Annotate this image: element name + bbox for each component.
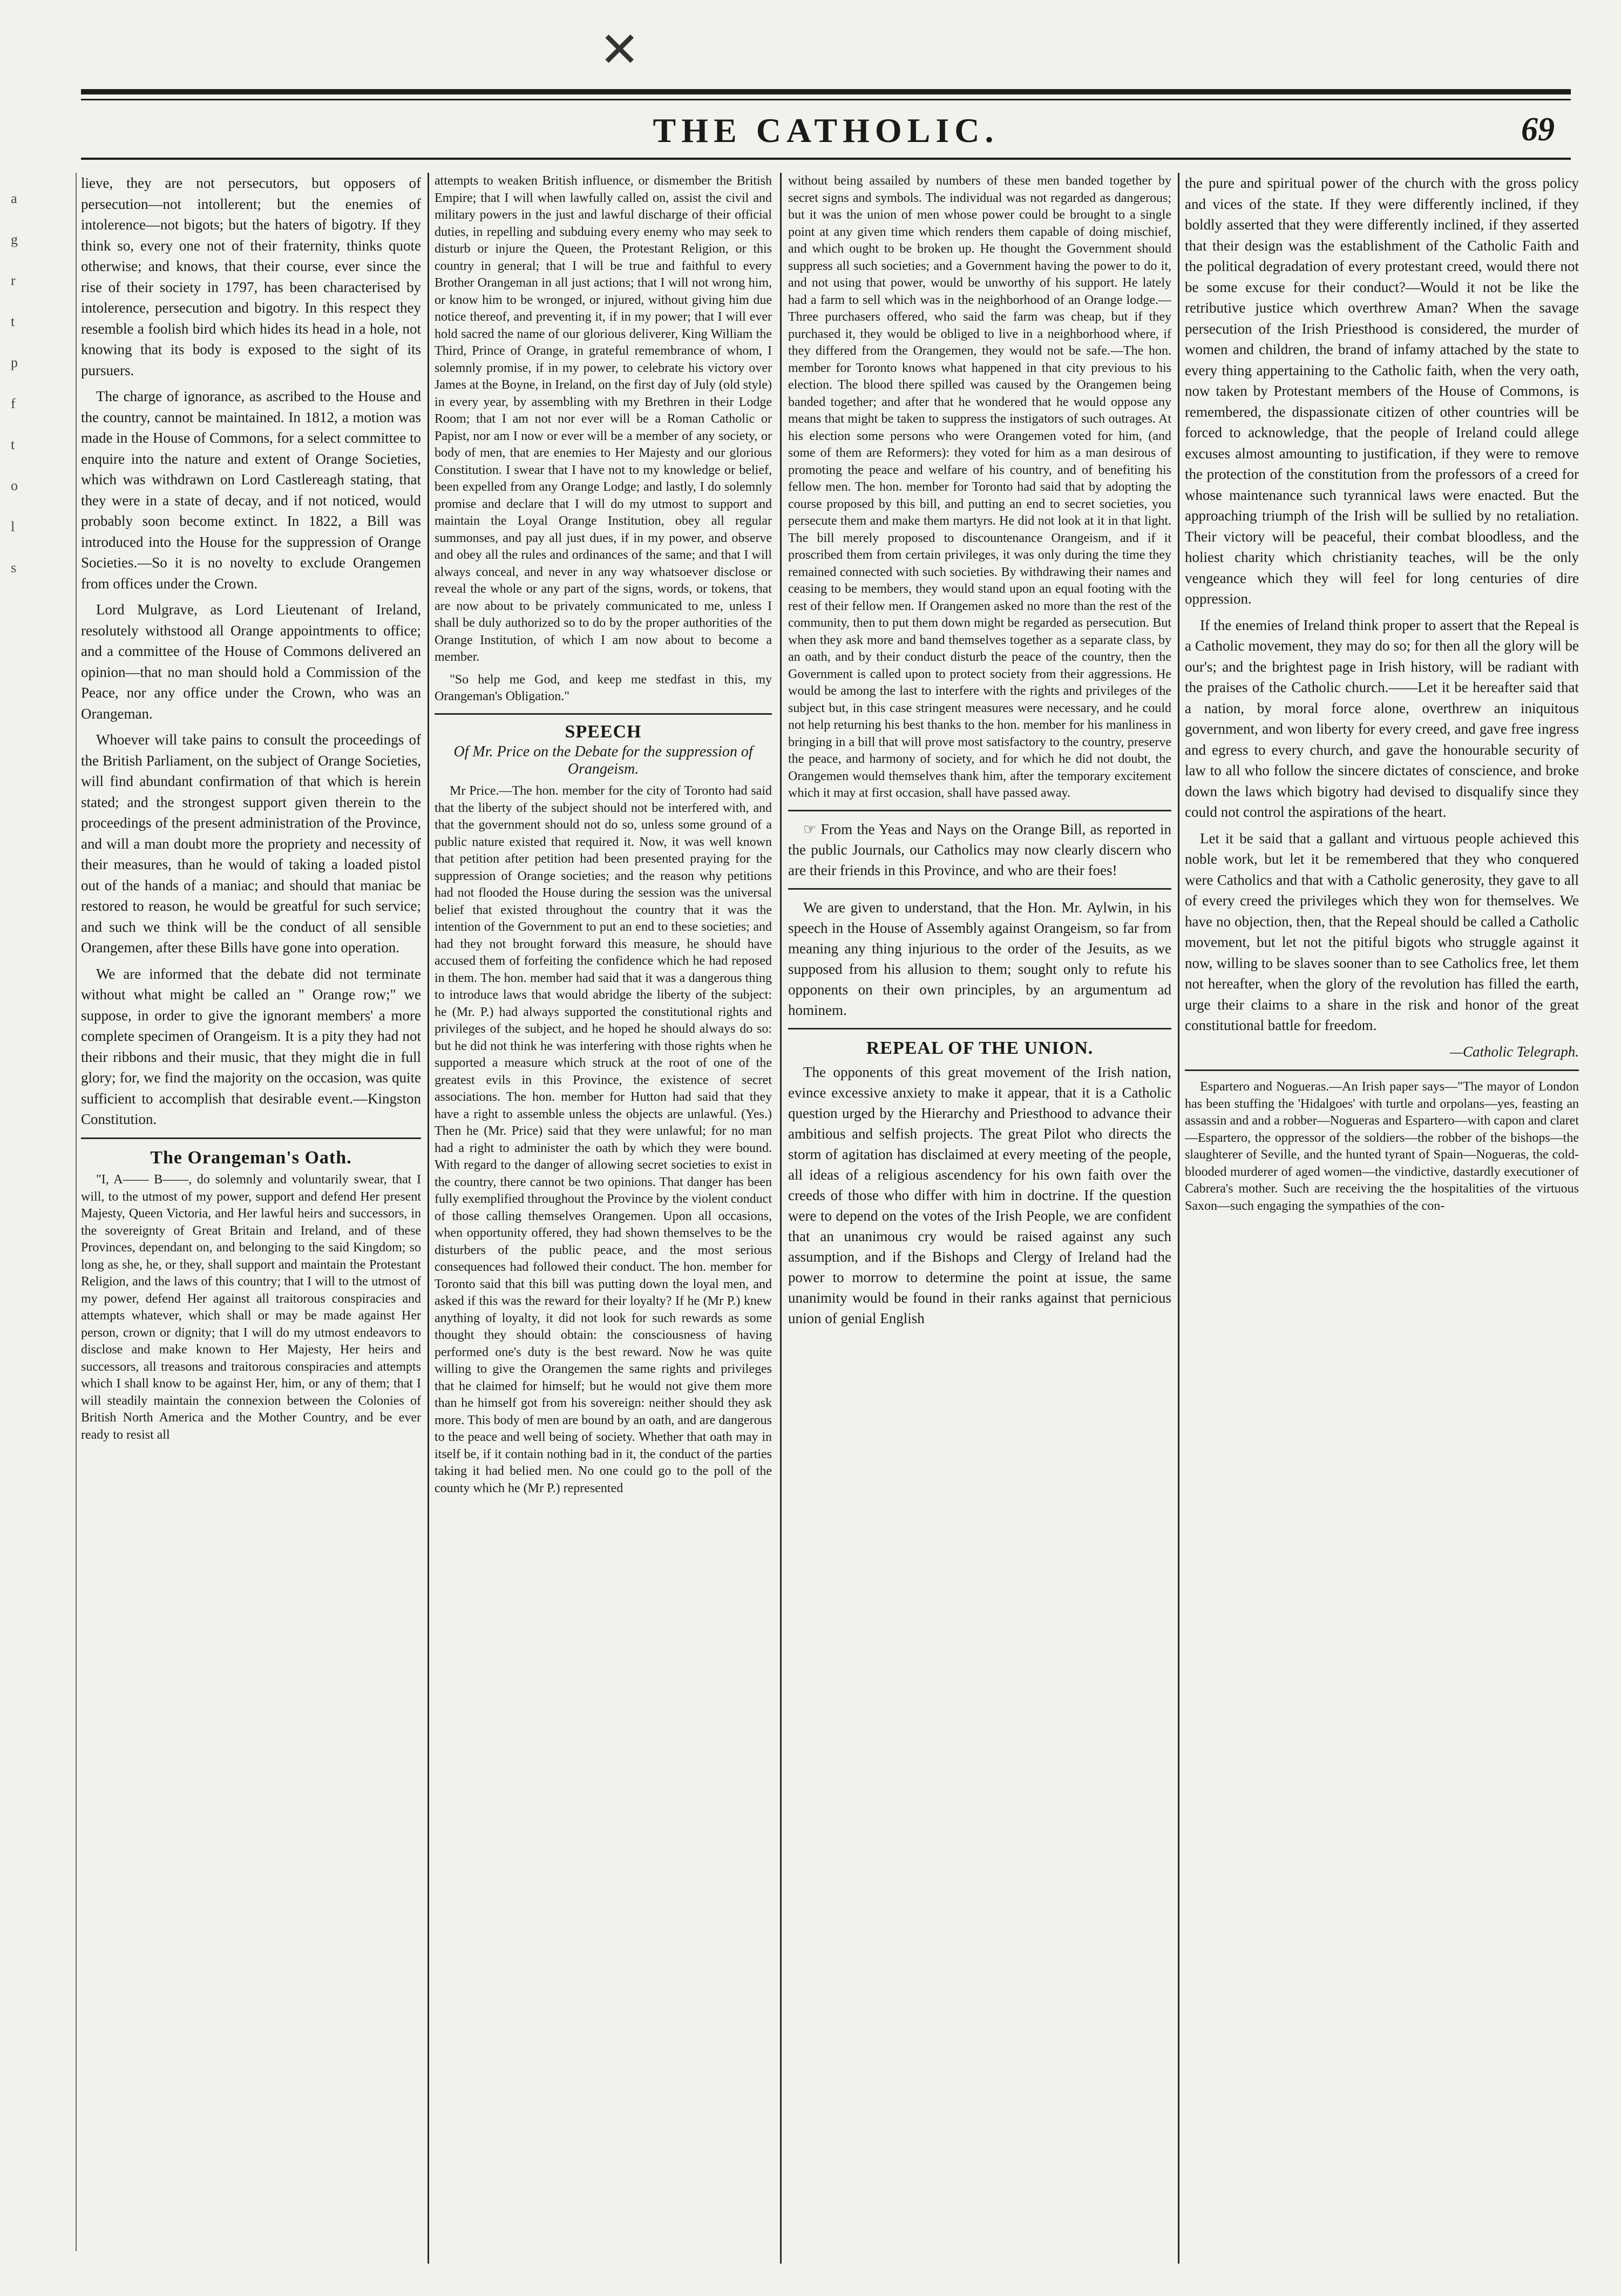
oath-continued: attempts to weaken British influence, or dismember the British Empire; that I will when lawfully called on, assist the civil and military powers in the just and lawful discharge of their official duties, in repelling and subduing every enemy who may seek to disturb or injure the Queen, the Protestant Religion, or this country in general; that I will be true and faithful to every Brother Orangeman in all just actions; that I will not wrong him, or know him to be wronged, or injured, without giving him due notice thereof, and preventing it, if in my power; that I will ever hold sacred the name of our glorious deliverer, King William the Third, Prince of Orange, in grateful remembrance of whom, I solemnly promise, if in my power, to celebrate his victory over James at the Boyne, in Ireland, on the first day of July (old style) in every year, by assembling with my Brethren in their Lodge Room; that I am not nor ever will be a Roman Catholic or Papist, nor am I now or ever will be a member of any society, or body of men, that are enemies to Her Majesty and our glorious Constitution. I swear that I have not to my knowledge or belief, been expelled from any Orange Lodge; and lastly, I do solemnly promise and declare that I will do my utmost to support and maintain the Loyal Orange Institution, obey all regular summonses, and pay all just dues, if in my power, and observe and obey all the rules and ordinances of the same; and that I will always conceal, and never in any way whatsoever disclose or reveal the whole or any part of the signs, words, or tokens, that are now about to be privately communicated to me, unless I shall be duly authorized so to do by the proper authorities of the Orange Institution, of which I am now about to become a member. bbox=[435, 174, 772, 664]
margin-letter: l bbox=[11, 519, 15, 534]
page-number: 69 bbox=[1521, 111, 1555, 148]
margin-letter: r bbox=[11, 273, 16, 288]
paragraph: Let it be said that a gallant and virtuous people achieved this noble work, but let it be remembered that they who conquered were Catholics and that with a Catholic generosity, they gave to all of every creed the privileges which they won for themselves. We have no objection, then, that the Repeal should be called a Catholic movement, but let not the pitiful bigots who struggle against it now, willing to be slaves sooner than to see Catholics free, let them not hereafter, when the glory of the revolution has filled the earth, urge their claims to a share in the risk and honor of the great constitutional battle for freedom. bbox=[1185, 830, 1579, 1033]
section-rule bbox=[788, 888, 1171, 890]
margin-letter: p bbox=[11, 355, 18, 370]
handwritten-mark: ✕ bbox=[599, 24, 640, 77]
column-3 bbox=[788, 173, 1171, 2264]
aylwin-notice: We are given to understand, that the Hon. Mr. Aylwin, in his speech in the House of Assembly against Orangeism, so far from meaning any thing injurious to the order of the Jesuits, as we supposed from his allusion to them; sought only to refute his opponents on their own principles, by an argumentum ad hominem. bbox=[788, 899, 1171, 1018]
oath-close: "So help me God, and keep me stedfast in this, my Orangeman's Obligation." bbox=[435, 672, 772, 703]
section-rule bbox=[788, 1028, 1171, 1030]
paragraph: Lord Mulgrave, as Lord Lieutenant of Ireland, resolutely withstood all Orange appointments to office; and a committee of the House of Commons delivered an opinion—that no man should hold a Commission of the Peace, nor any office under the Crown, who was an Orangeman. bbox=[81, 601, 421, 722]
column-separator bbox=[1178, 173, 1179, 2264]
binding-edge bbox=[76, 173, 77, 2251]
margin-letter: o bbox=[11, 478, 18, 493]
margin-letter: s bbox=[11, 560, 17, 575]
yeas-nays-notice: ☞ From the Yeas and Nays on the Orange Bill, as reported in the public Journals, our Catholics may now clearly discern who are their friends in this Province, and who are their foes! bbox=[788, 821, 1171, 878]
paragraph: The charge of ignorance, as ascribed to the House and the country, cannot be maintained. In 1812, a motion was made in the House of Commons, for a select committee to enquire into the nature and extent of Orange Societies, which was withdrawn on Lord Castlereagh stating, that they were in a state of decay, and if not noticed, would probably soon become extinct. In 1822, a Bill was introduced into the House for the suppression of Orange Societies.—So it is no novelty to exclude Orangemen from offices under the Crown. bbox=[81, 388, 421, 592]
repeal-text: The opponents of this great movement of the Irish nation, evince excessive anxiety to make it appear, that it is a Catholic question urged by the Hierarchy and Priesthood to advance their ambitious and selfish projects. The great Pilot who directs the storm of agitation has disclaimed at every meeting of the people, all ideas of a religious ascendency for his own faith over the creeds of those who differ with him in doctrine. If the question were to depend on the votes of the Irish People, we are confident that an unanimous cry would be raised against any such assumption, and if the Bishops and Clergy of Ireland had the power to morrow to determine the point at issue, the same unanimity would be found in their ranks against that pernicious union of genial English bbox=[788, 1064, 1171, 1326]
top-rule bbox=[81, 89, 1571, 94]
margin-letter: f bbox=[11, 396, 16, 411]
section-rule bbox=[435, 713, 772, 715]
column-1 bbox=[81, 173, 421, 2264]
section-rule bbox=[788, 810, 1171, 811]
header-rule bbox=[81, 158, 1571, 160]
speech-heading: SPEECH bbox=[565, 721, 642, 742]
top-rule-thin bbox=[81, 99, 1571, 100]
oath-text: "I, A—— B——, do solemnly and voluntarily swear, that I will, to the utmost of my power, support and defend Her present Majesty, Queen Victoria, and Her lawful heirs and successors, in the sovereignty of Great Britain and Ireland, and of these Provinces, dependant on, and belonging to the said Kingdom; so long as she, he, or they, shall support and maintain the Protestant Religion, and the laws of this country; that I will to the utmost of my power, defend Her against all traitorous conspiracies and attempts whatever, which shall or may be made against Her person, crown or dignity; that I will do my utmost endeavors to disclose and make known to Her Majesty, Her heirs and successors, all treasons and traitorous conspiracies and attempts which I shall know to be against Her, him, or any of them; that I will steadily maintain the connexion between the Colonies of British North America and the Mother Country, and be ever ready to resist all bbox=[81, 1173, 421, 1442]
speech-subheading: Of Mr. Price on the Debate for the suppression of Orangeism. bbox=[453, 743, 753, 777]
margin-letter: g bbox=[11, 232, 18, 247]
column-separator bbox=[428, 173, 429, 2264]
paragraph: lieve, they are not persecutors, but opposers of persecution—not intollerent; but the enemies of intolerence—not bigots; but the haters of bigotry. If they think so, every one not of their fraternity, thinks quote otherwise; and knows, that their course, ever since the rise of their society in 1797, has been characterised by intolerence, persecution and bigotry. In this respect they resemble a foolish bird which hides its head in a hole, not knowing that its body is exposed to the sight of its pursuers. bbox=[81, 175, 421, 378]
paragraph: If the enemies of Ireland think proper to assert that the Repeal is a Catholic movement, they may do so; for then all the glory will be our's; and the brightest page in Irish history, will be radiant with the praises of the Catholic church.——Let it be hereafter said that a nation, by moral force alone, overthrew an iniquitous government, and won liberty for every creed, and gave free ingress and egress to every church, and gave the honourable security of law to all who follow the sincere dictates of conscience, and broke down the laws which bigotry had devised to disqualify since they could not control the aspirations of the heart. bbox=[1185, 617, 1579, 820]
margin-letter: t bbox=[11, 437, 15, 452]
section-rule bbox=[81, 1137, 421, 1139]
column-2 bbox=[435, 173, 772, 2264]
section-rule bbox=[1185, 1069, 1579, 1071]
repeal-heading: REPEAL OF THE UNION. bbox=[866, 1038, 1094, 1058]
speech-continued: without being assailed by numbers of these men banded together by secret signs and symbols. The individual was not regarded as dangerous; but it was the union of men whose power could be brought to a single point at any given time which renders them capable of doing mischief, and which ought to be broken up. He thought the Government should suppress all such societies; and a Government having the power to do it, and not using that power, would be unworthy of his support. He lately had a farm to sell which was in the neighborhood of an Orange lodge.—Three purchasers offered, who said the farm was cheap, but if they purchased it, they would be obliged to live in a neighborhood where, if they differed from the Orangemen, they would not be safe.—The hon. member for Toronto knows what happened in that city previous to his election. The blood there spilled was caused by the Orangemen being banded together; and after that he wondered that he would oppose any means that might be taken to suppress the instigators of such outrages. At his election some persons who were Orangemen voted for him, (and some of them are Reformers): they voted for him as a man desirous of promoting the peace and welfare of his country, and of benefiting his fellow men. The hon. member for Toronto had said that by adopting the course proposed by this bill, and putting an end to secret societies, you persecute them and make them martyrs. He did not look at it in that light. The bill merely proposed to discountenance Orangeism, and if it proscribed them from certain privileges, it was only during the time they remained connected with such societies. By withdrawing their names and ceasing to be members, they would stand upon an equal footing with the rest of their fellow men. If Orangemen asked no more than the rest of the community, then to put them down might be regarded as persecution. But when they ask more and band themselves together as a separate class, by an oath, and by their conduct disturb the peace of the country, then the Government is called upon to protect society from their aggressions. He would be among the last to interfere with the rights and privileges of the subject but, in this case stringent measures were necessary, and he could not help returning his best thanks to the hon. member for his manliness in bringing in a bill that will prove most satisfactory to the country, preserve the peace, and harmony of society, and for which he did not doubt, the Orangemen would themselves thank him, after the temporary excitement which it may at first occasion, shall have passed away. bbox=[788, 174, 1171, 800]
column-4 bbox=[1185, 173, 1579, 2264]
repeal-continued: the pure and spiritual power of the church with the gross policy and vices of the state. If they were differently inclined, if they boldly asserted that they were differently inclined, if they asserted that their design was the establishment of the Catholic Faith and the political degradation of every protestant creed, would there not be some excuse for their conduct?—Would it not be like the retributive justice which overthrew Aman? When the savage persecution of the Irish Priesthood is considered, the murder of women and children, the brand of infamy attached by the state to every thing appertaining to the Catholic faith, when the very oath, now taken by Protestant members of the House of Commons, is remembered, the dispassionate citizen of other countries will be forced to acknowledge, that the people of Ireland could allege excuses almost amounting to justification, if they were to remove the protection of the constitution from the professors of a creed for whose maintenance such tyrannical laws were enacted. But the approaching triumph of the Irish will be sullied by no retaliation. Their victory will be peaceful, their combat bloodless, and the holiest charity which christianity teaches, will be the only vengeance which they will feel for long centuries of dire oppression. bbox=[1185, 175, 1579, 607]
newspaper-title: THE CATHOLIC. bbox=[653, 111, 999, 150]
speech-text: Mr Price.—The hon. member for the city of Toronto had said that the liberty of the subject should not be interfered with, and that the government should not do so, unless some ground of a public nature existed that required it. Now, it was well known that petition after petition had been presented praying for the suppression of Orange societies; and the reason why petitions had not flooded the House during the session was the universal belief that existed throughout the country that it was the intention of the Government to put an end to these societies; and had they not brought forward this measure, he should have accused them of forfeiting the confidence which he had reposed in them. The hon. member had said that it was a dangerous thing to introduce laws that would abridge the liberty of the subject: he (Mr. P.) had always supported the constitutional rights and privileges of the subject, and he hoped he should always do so: but he did not think he was interfering with those rights when he supported a measure which struck at the root of one of the greatest evils in this Province, the existence of secret associations. The hon. member for Hutton had said that they have a right to assemble unless the objects are unlawful. (Yes.) Then he (Mr. Price) said that they were unlawful; for no man had a right to administer the oath by which they were bound. With regard to the danger of allowing secret societies to exist in the country, there cannot be two opinions. That danger has been fully exemplified throughout the Province by the violent conduct of those calling themselves Orangemen. Upon all occasions, when opportunity offered, they had shown themselves to be the disturbers of the public peace, and the most serious consequences had followed their conduct. The hon. member for Toronto said that this bill was putting down the loyal men, and asked if this was the reward for their loyalty? If he (Mr P.) knew anything of loyalty, it did not look for such rewards as some thought they should obtain: the consciousness of having performed one's duty is the best reward. Now he was quite willing to give the Orangemen the same rights and privileges that he claimed for himself; but he would not give them more than he himself got from his sovereign: neither should they ask more. This body of men are bound by an oath, and are dangerous to the peace and well being of society. Whether that oath may in itself be, if it contain nothing bad in it, the conduct of the parties taking it had belied men. No one could go to the poll of the county which he (Mr P.) represented bbox=[435, 784, 772, 1495]
espartero-item: Espartero and Nogueras.—An Irish paper says—"The mayor of London has been stuffing the 'Hidalgoes' with turtle and orpolans—yes, feasting an assassin and and a robber—Nogueras and Espartero—with capon and claret—Espartero, the oppressor of the soldiers—the robber of the bishops—the slaughterer of Seville, and the hunted tyrant of Spain—Nogueras, the cold-blooded murderer of aged women—the vindictive, dastardly executioner of Cabrera's mother. Such are receiving the the hospitalities of the virtuous Saxon—such engaging the sympathies of the con- bbox=[1185, 1080, 1579, 1213]
margin-letter: a bbox=[11, 191, 17, 206]
left-margin-letters bbox=[11, 178, 32, 588]
source-credit: —Catholic Telegraph. bbox=[1449, 1043, 1579, 1060]
oath-heading: The Orangeman's Oath. bbox=[150, 1147, 352, 1168]
paragraph: Whoever will take pains to consult the proceedings of the British Parliament, on the subject of Orange Societies, will find abundant confirmation of that which is herein stated; and the strongest support given therein to the proceedings of the present administration of the Province, and will a man doubt more the propriety and necessity of their measures, than he would of taking a loaded pistol out of the hands of a maniac; and should that maniac be restored to reason, he would be greatful for such service; and such we think will be the conduct of all sensible Orangemen, after these Bills have gone into operation. bbox=[81, 732, 421, 956]
paragraph: We are informed that the debate did not terminate without what might be called an " Orange row;" we suppose, in order to give the ignorant members' a more complete specimen of Orangeism. It is a pity they had not their ribbons and their music, that they might die in full glory; for, we find the majority on the occasion, was quite sufficient to accomplish that desirable event.—Kingston Constitution. bbox=[81, 965, 421, 1127]
column-separator bbox=[780, 173, 782, 2264]
margin-letter: t bbox=[11, 314, 15, 329]
page-header bbox=[81, 111, 1571, 154]
